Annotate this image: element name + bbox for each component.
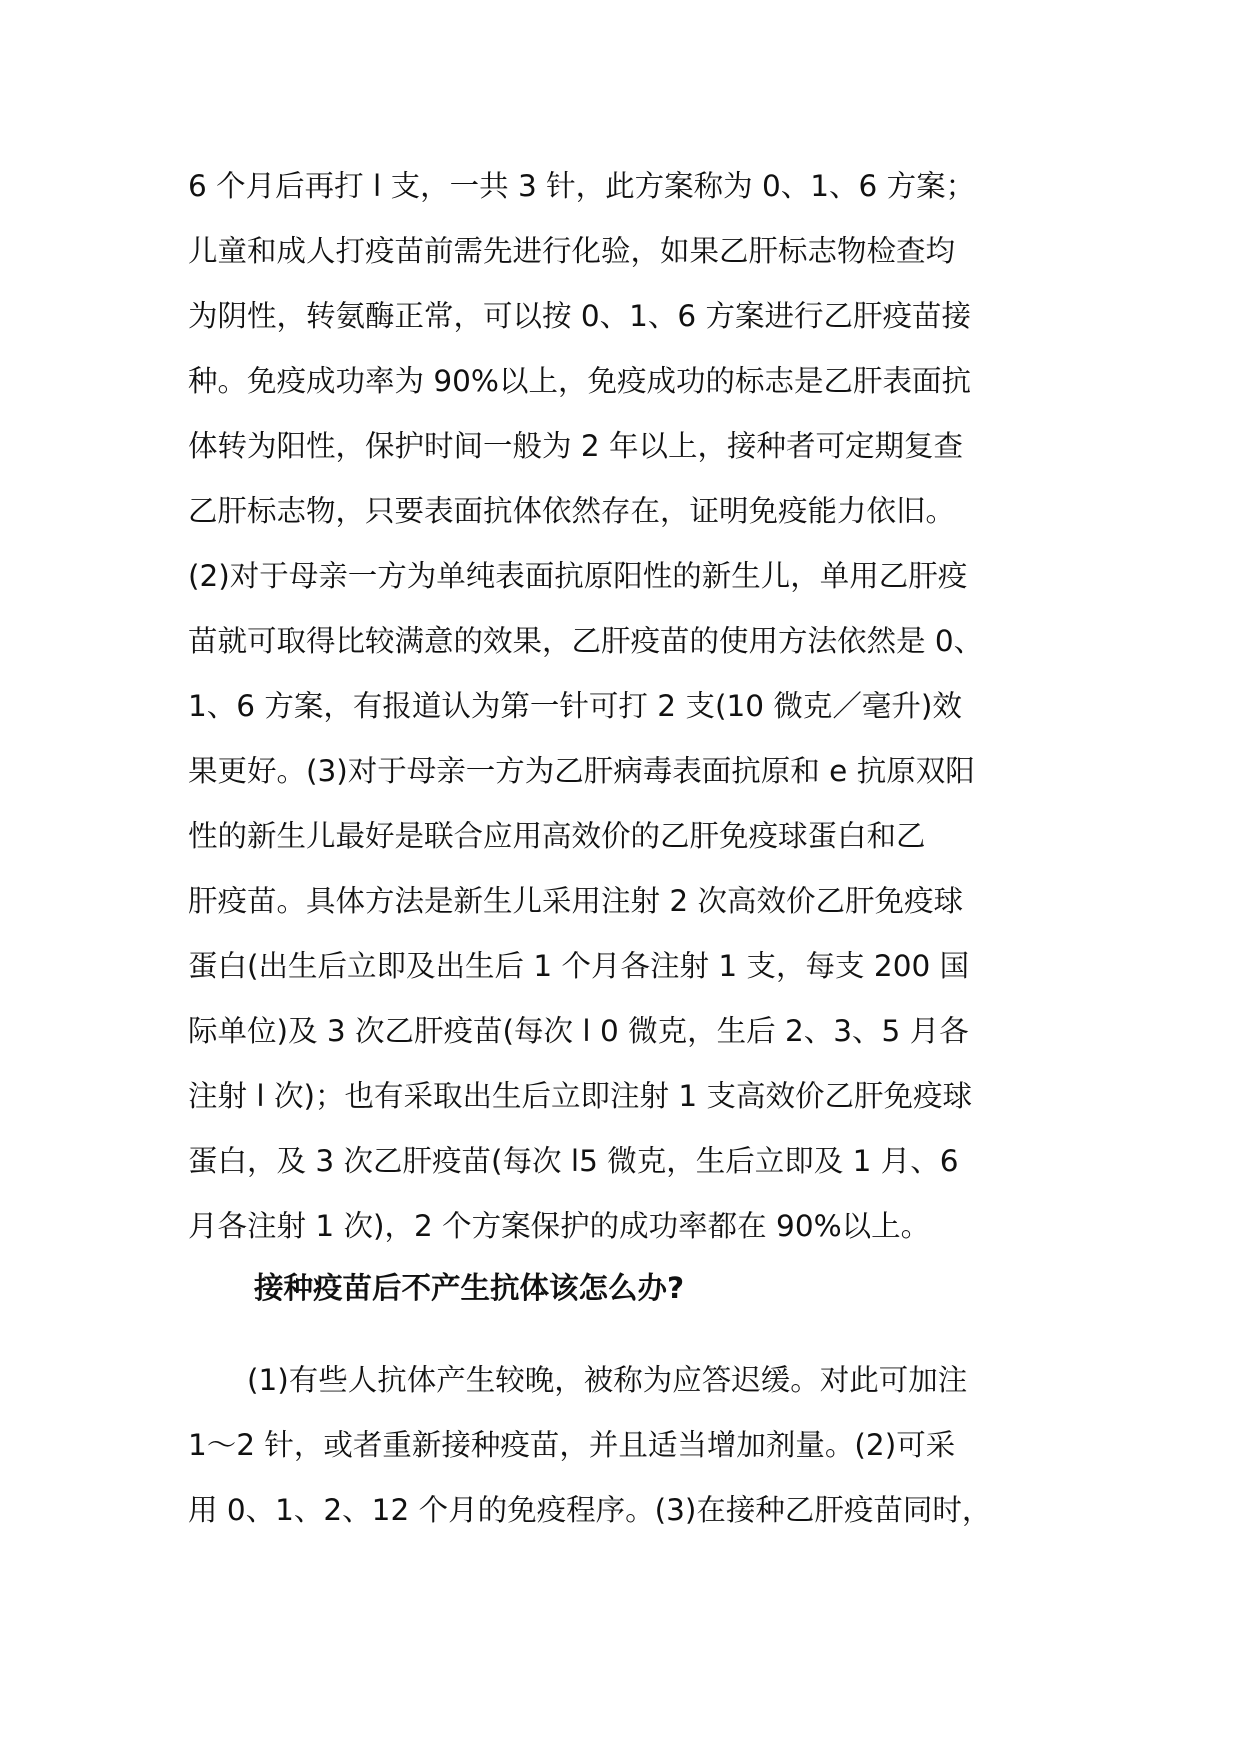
section-heading: 接种疫苗后不产生抗体该怎么办? <box>254 1271 685 1305</box>
paragraph-no-antibody <box>188 1348 1068 1543</box>
text-line: 性的新生儿最好是联合应用高效价的乙肝免疫球蛋白和乙 <box>188 819 926 853</box>
text-line: 果更好。(3)对于母亲一方为乙肝病毒表面抗原和 e 抗原双阳 <box>188 754 975 788</box>
text-line: 蛋白(出生后立即及出生后 1 个月各注射 1 支，每支 200 国 <box>188 949 970 983</box>
text-line: 1、6 方案，有报道认为第一针可打 2 支(10 微克／毫升)效 <box>188 689 962 723</box>
text-line: 儿童和成人打疫苗前需先进行化验，如果乙肝标志物检查均 <box>188 234 956 268</box>
text-line: 1～2 针，或者重新接种疫苗，并且适当增加剂量。(2)可采 <box>188 1428 956 1462</box>
text-line: 种。免疫成功率为 90%以上，免疫成功的标志是乙肝表面抗 <box>188 364 971 398</box>
text-line: 6 个月后再打 l 支，一共 3 针，此方案称为 0、1、6 方案； <box>188 169 976 203</box>
text-line: 苗就可取得比较满意的效果，乙肝疫苗的使用方法依然是 0、 <box>188 624 984 658</box>
text-line: 蛋白，及 3 次乙肝疫苗(每次 l5 微克，生后立即及 1 月、6 <box>188 1144 959 1178</box>
paragraph-vaccination-schedule <box>188 154 1068 1259</box>
text-line: 体转为阳性，保护时间一般为 2 年以上，接种者可定期复查 <box>188 429 964 463</box>
text-line: 注射 l 次)；也有采取出生后立即注射 1 支高效价乙肝免疫球 <box>188 1079 972 1113</box>
text-line: (2)对于母亲一方为单纯表面抗原阳性的新生儿，单用乙肝疫 <box>188 559 968 593</box>
text-line: 为阴性，转氨酶正常，可以按 0、1、6 方案进行乙肝疫苗接 <box>188 299 972 333</box>
text-line: (1)有些人抗体产生较晚，被称为应答迟缓。对此可加注 <box>188 1363 968 1397</box>
text-line: 用 0、1、2、12 个月的免疫程序。(3)在接种乙肝疫苗同时， <box>188 1493 992 1527</box>
text-line: 月各注射 1 次)，2 个方案保护的成功率都在 90%以上。 <box>188 1209 931 1243</box>
text-line: 际单位)及 3 次乙肝疫苗(每次 l 0 微克，生后 2、3、5 月各 <box>188 1014 969 1048</box>
text-line: 肝疫苗。具体方法是新生儿采用注射 2 次高效价乙肝免疫球 <box>188 884 964 918</box>
text-line: 乙肝标志物，只要表面抗体依然存在，证明免疫能力依旧。 <box>188 494 956 528</box>
